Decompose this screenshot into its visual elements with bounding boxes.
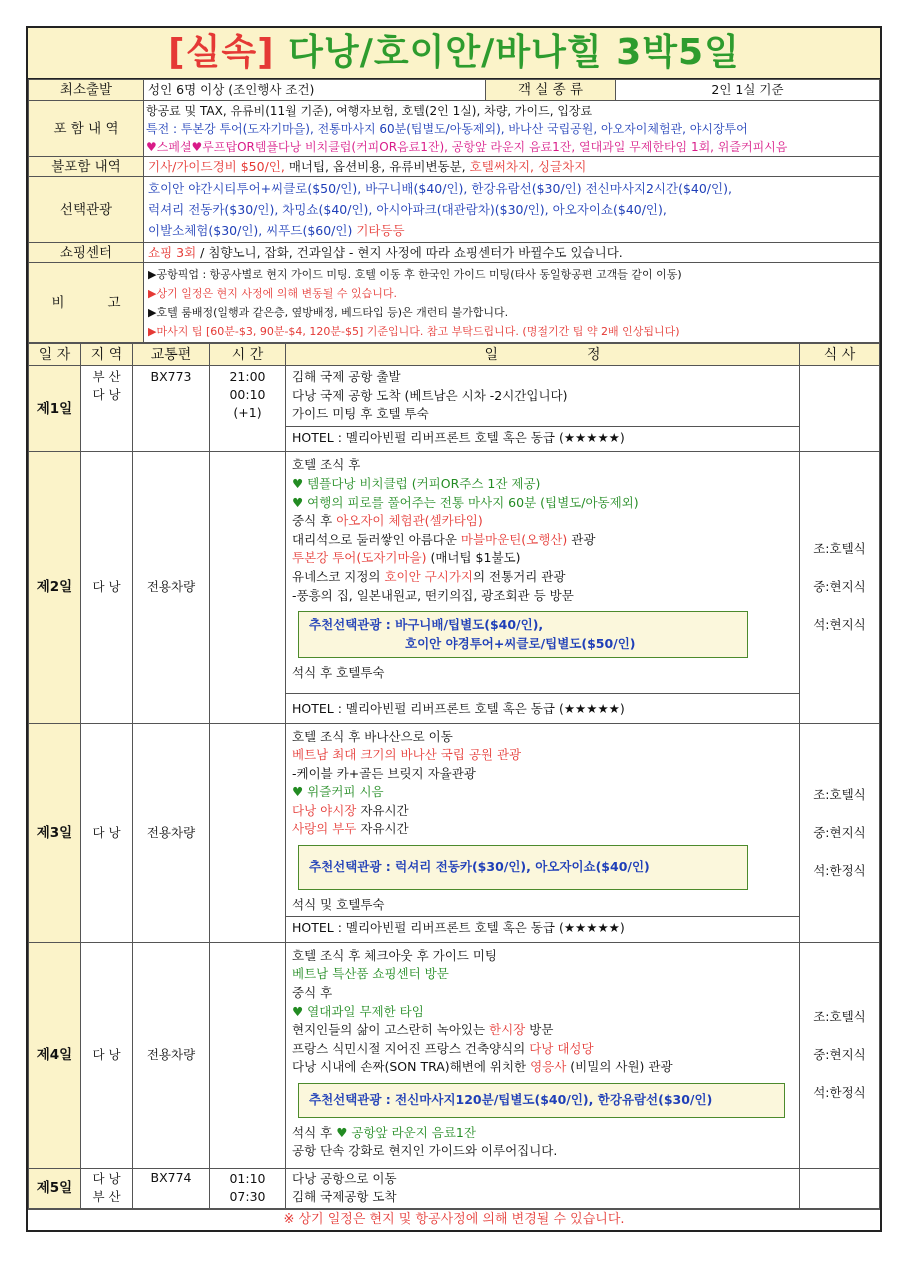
schedule-highlight: ♥ 템플다낭 비치클럽 (커피OR주스 1잔 제공) [292, 475, 541, 491]
time: (+1) [233, 405, 262, 420]
min-departure-value: 성인 6명 이상 (조인행사 조건) [144, 80, 486, 101]
col-schedule: 일 정 [286, 344, 800, 366]
option-text: 추천선택관광 : 럭셔리 전동카($30/인), 아오자이쇼($40/인) [309, 859, 650, 875]
schedule-line: 김해 국제공항 도착 [292, 1189, 397, 1205]
meal-dinner: 석:한정식 [813, 1085, 866, 1101]
meal-breakfast: 조:호텔식 [813, 541, 866, 557]
day-label: 제3일 [29, 723, 81, 942]
shopping-count: 쇼핑 3회 [148, 244, 197, 260]
schedule-highlight: 투본강 투어(도자기마을) [292, 550, 427, 566]
region: 다 낭 [81, 723, 133, 942]
exclude-guide-fee: 기사/가이드경비 $50/인, [148, 158, 285, 174]
schedule-highlight: 호이안 구시가지 [384, 568, 473, 584]
time: 07:30 [229, 1189, 266, 1205]
transport: 전용차량 [133, 723, 210, 942]
schedule-highlight: 베트남 최대 크기의 바나산 국립 공원 관광 [292, 747, 522, 763]
schedule-line: 방문 [525, 1022, 554, 1038]
col-meal: 식 사 [800, 344, 880, 366]
region: 다 낭 [81, 942, 133, 1168]
flight-number: BX773 [133, 366, 210, 452]
room-type-value: 2인 1실 기준 [616, 80, 880, 101]
option-etc: 기타등등 [356, 223, 405, 238]
option-text: 추천선택관광 : 바구니배/팁별도($40/인), [309, 617, 544, 633]
time: 01:10 [229, 1171, 266, 1187]
schedule-highlight: 사랑의 부두 [292, 821, 357, 837]
option-label: 선택관광 [29, 177, 144, 243]
option-line: 호이안 야간시티투어+씨클로($50/인), 바구니배($40/인), 한강유람선($30/인) 전신마사지2시간($40/인), [148, 181, 732, 196]
note-line: ▶호텔 룸배정(일행과 같은층, 옆방배정, 베드타입 등)은 개런티 불가합니다. [148, 305, 509, 319]
schedule-line: 호텔 조식 후 바나산으로 이동 [292, 728, 453, 744]
region: 다 낭 [92, 1171, 121, 1187]
note-line: ▶공항픽업 : 항공사별로 현지 가이드 미팅. 호텔 이동 후 한국인 가이드 미팅(타사 동일항공편 고객들 같이 이동) [148, 267, 682, 281]
schedule-highlight: 베트남 특산품 쇼핑센터 방문 [292, 966, 449, 982]
schedule-highlight: 아오자이 체험관(셀카타임) [336, 513, 483, 529]
schedule-highlight: 영응사 [530, 1059, 567, 1075]
schedule-line: 석식 및 호텔투숙 [292, 896, 385, 912]
exclude-label: 불포함 내역 [29, 157, 144, 177]
col-region: 지 역 [81, 344, 133, 366]
schedule-line: 공항 단속 강화로 현지인 가이드와 이루어집니다. [292, 1143, 558, 1159]
schedule-highlight: ♥ 위즐커피 시음 [292, 784, 384, 800]
col-day: 일 자 [29, 344, 81, 366]
schedule-highlight: 다낭 대성당 [529, 1040, 594, 1056]
schedule-table [28, 343, 880, 1209]
schedule-highlight: ♥ 공항앞 라운지 음료1잔 [336, 1124, 476, 1140]
schedule-line: 가이드 미팅 후 호텔 투숙 [292, 406, 429, 422]
hotel-line: HOTEL : 멜리아빈펄 리버프론트 호텔 혹은 동급 (★★★★★) [286, 426, 799, 448]
region: 부 산 [92, 369, 121, 384]
transport: 전용차량 [133, 942, 210, 1168]
region: 다 낭 [81, 452, 133, 723]
day-label: 제5일 [29, 1168, 81, 1208]
info-table [28, 79, 880, 343]
include-label: 포 함 내 역 [29, 101, 144, 157]
meal-lunch: 중:현지식 [813, 1047, 866, 1063]
note-line: ▶마사지 팁 [60분-$3, 90분-$4, 120분-$5] 기준입니다. 참고 부탁드립니다. (명절기간 팁 약 2배 인상됩니다) [148, 324, 680, 338]
time-cell [210, 452, 286, 723]
meal-lunch: 중:현지식 [813, 824, 866, 840]
time: 00:10 [229, 387, 266, 402]
schedule-line: 다낭 공항으로 이동 [292, 1170, 397, 1186]
itinerary-document [26, 26, 882, 1232]
schedule-highlight: ♥ 여행의 피로를 풀어주는 전통 마사지 60분 (팁별도/아동제외) [292, 494, 639, 510]
col-time: 시 간 [210, 344, 286, 366]
schedule-line: 프랑스 식민시절 지어진 프랑스 건축양식의 [292, 1040, 530, 1056]
title-tag: [실속] [168, 32, 275, 73]
region: 다 낭 [92, 387, 121, 402]
option-line: 이발소체험($30/인), 씨푸드($60/인) [148, 223, 357, 238]
exclude-surcharge: 호텔써차지, 싱글차지 [469, 158, 587, 174]
include-line: 항공료 및 TAX, 유류비(11월 기준), 여행자보험, 호텔(2인 1실), 차량, 가이드, 입장료 [146, 103, 593, 118]
schedule-line: 김해 국제 공항 출발 [292, 369, 401, 384]
time: 21:00 [229, 369, 266, 384]
region: 부 산 [92, 1189, 121, 1205]
day-label: 제1일 [29, 366, 81, 452]
day-label: 제4일 [29, 942, 81, 1168]
time-cell [210, 942, 286, 1168]
schedule-line: 자유시간 [356, 802, 409, 818]
option-text: 호이안 야경투어+씨클로/팁별도($50/인) [405, 635, 636, 651]
schedule-line: 대리석으로 둘러쌓인 아름다운 [292, 531, 461, 547]
meal-breakfast: 조:호텔식 [813, 1009, 866, 1025]
hotel-line: HOTEL : 멜리아빈펄 리버프론트 호텔 혹은 동급 (★★★★★) [286, 693, 799, 719]
day-row-3 [29, 723, 880, 942]
note-line: ▶상기 일정은 현지 사정에 의해 변동될 수 있습니다. [148, 286, 397, 300]
meal-dinner: 석:한정식 [813, 862, 866, 878]
schedule-line: 현지인들의 삶이 고스란히 녹아있는 [292, 1022, 490, 1038]
shopping-detail: / 침향노니, 잡화, 건과일샵 - 현지 사정에 따라 쇼핑센터가 바뀔수도 있습니다. [196, 244, 623, 260]
day-row-2 [29, 452, 880, 723]
schedule-highlight: 마블마운틴(오행산) [460, 531, 568, 547]
schedule-line: -케이블 카+골든 브릿지 자율관광 [292, 765, 476, 781]
option-text: 추천선택관광 : 전신마사지120분/팁별도($40/인), 한강유람선($30/인) [309, 1092, 713, 1107]
schedule-line: 관광 [567, 531, 596, 547]
transport: 전용차량 [133, 452, 210, 723]
page-title [28, 28, 880, 79]
schedule-line: (비밀의 사원) 관광 [566, 1059, 673, 1075]
flight-number: BX774 [133, 1168, 210, 1208]
hotel-line: HOTEL : 멜리아빈펄 리버프론트 호텔 혹은 동급 (★★★★★) [286, 916, 799, 938]
schedule-line: -풍흥의 집, 일본내원교, 떤키의집, 광조회관 등 방문 [292, 587, 574, 603]
day-row-5 [29, 1168, 880, 1208]
schedule-line: 석식 후 [292, 1124, 337, 1140]
note-label: 비 고 [29, 263, 144, 343]
exclude-items: 매너팁, 옵션비용, 유류비변동분, [284, 158, 470, 174]
time-cell [210, 723, 286, 942]
day-row-4 [29, 942, 880, 1168]
schedule-line: 의 전통거리 관광 [472, 568, 566, 584]
schedule-line: 석식 후 호텔투숙 [292, 665, 385, 681]
include-benefits: 특전 : 투본강 투어(도자기마을), 전통마사지 60분(팁별도/아동제외), 바나산 국립공원, 아오자이체험관, 야시장투어 [146, 121, 748, 136]
schedule-highlight: 한시장 [489, 1022, 526, 1038]
schedule-line: 유네스코 지정의 [292, 568, 385, 584]
schedule-highlight: ♥ 열대과일 무제한 타임 [292, 1003, 424, 1019]
include-special: ♥스페셜♥루프탑OR템플다낭 비치클럽(커피OR음료1잔), 공항앞 라운지 음료1잔, 열대과일 무제한타임 1회, 위즐커피시음 [146, 139, 788, 154]
min-departure-label: 최소출발 [29, 80, 144, 101]
meal-breakfast: 조:호텔식 [813, 786, 866, 802]
recommended-option-box [298, 845, 748, 890]
recommended-option-box [298, 1083, 785, 1118]
recommended-option-box [298, 611, 748, 658]
meal-cell [800, 1168, 880, 1208]
schedule-line: 호텔 조식 후 체크아웃 후 가이드 미팅 [292, 947, 497, 963]
schedule-line: 다낭 시내에 손짜(SON TRA)해변에 위치한 [292, 1059, 531, 1075]
option-line: 럭셔리 전동카($30/인), 차밍쇼($40/인), 아시아파크(대관람차)($30/인), 아오자이쇼($40/인), [148, 202, 667, 217]
day-row-1 [29, 366, 880, 452]
schedule-line: (매너팁 $1불도) [426, 550, 521, 566]
schedule-line: 다낭 국제 공항 도착 (베트남은 시차 -2시간입니다) [292, 387, 568, 403]
room-type-label: 객 실 종 류 [486, 80, 616, 101]
meal-lunch: 중:현지식 [813, 579, 866, 595]
schedule-line: 중식 후 [292, 513, 337, 529]
day-label: 제2일 [29, 452, 81, 723]
meal-dinner: 석:현지식 [813, 617, 866, 633]
schedule-highlight: 다낭 야시장 [292, 802, 357, 818]
col-transport: 교통편 [133, 344, 210, 366]
meal-cell [800, 366, 880, 452]
schedule-line: 호텔 조식 후 [292, 457, 361, 473]
footer-notice: ※ 상기 일정은 현지 및 항공사정에 의해 변경될 수 있습니다. [28, 1209, 880, 1230]
schedule-line: 자유시간 [356, 821, 409, 837]
title-main: 다낭/호이안/바나힐 3박5일 [288, 32, 740, 73]
shopping-label: 쇼핑센터 [29, 243, 144, 263]
schedule-line: 중식 후 [292, 985, 333, 1001]
